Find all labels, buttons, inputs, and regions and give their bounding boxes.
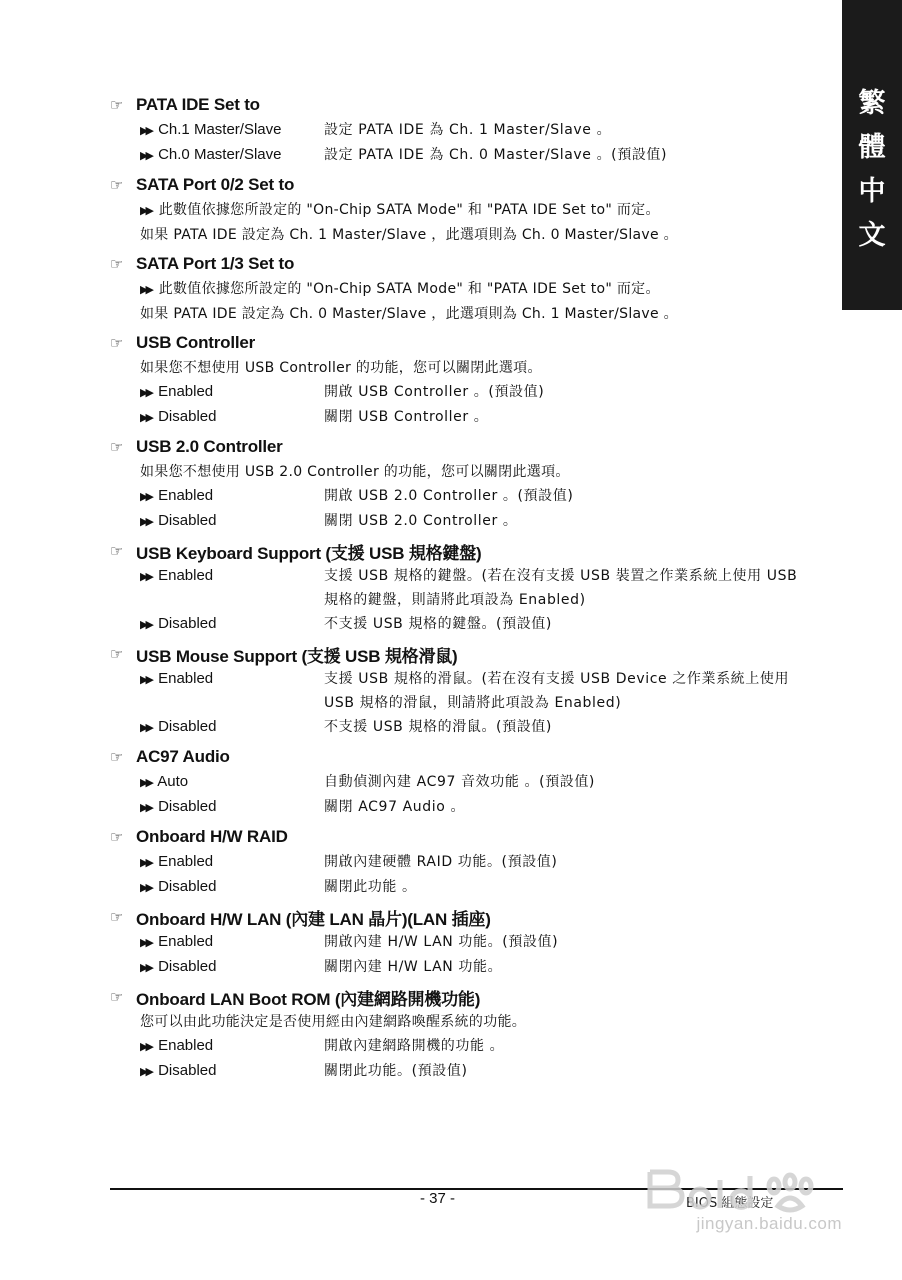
pointing-hand-icon: ☞ [110, 255, 124, 273]
option-label: Disabled [158, 615, 217, 632]
option-name [140, 715, 324, 740]
side-tab-char: 體 [858, 132, 886, 163]
description-text: 您可以由此功能決定是否使用經由內建網路喚醒系統的功能。 [140, 1014, 527, 1030]
double-arrow-icon: ▶▶ [140, 882, 151, 894]
pointing-hand-icon: ☞ [110, 908, 124, 926]
option-description: 設定 PATA IDE 為 Ch. 1 Master/Slave 。 [324, 122, 612, 138]
option-row [140, 509, 810, 534]
pointing-hand-icon: ☞ [110, 334, 124, 352]
pointing-hand-icon: ☞ [110, 748, 124, 766]
setting-section [110, 92, 810, 168]
double-arrow-icon: ▶▶ [140, 571, 151, 583]
option-row [140, 875, 810, 900]
setting-heading [110, 434, 810, 460]
option-label: Enabled [158, 487, 214, 504]
description-text: 此數值依據您所設定的 "On-Chip SATA Mode" 和 "PATA IDE Set to" 而定。 [158, 202, 660, 218]
option-label: Auto [157, 773, 189, 790]
setting-section [110, 538, 810, 637]
pointing-hand-icon: ☞ [110, 542, 124, 560]
option-description: 不支援 USB 規格的滑鼠。(預設值) [324, 719, 552, 735]
setting-description [140, 356, 810, 380]
setting-section [110, 984, 810, 1084]
option-label: Enabled [158, 1037, 214, 1054]
option-description: 關閉此功能。(預設值) [324, 1063, 468, 1079]
option-description: 支援 USB 規格的鍵盤。(若在沒有支援 USB 裝置之作業系統上使用 USB 規格的鍵盤，則請將此項設為 Enabled) [324, 568, 798, 608]
setting-section [110, 744, 810, 820]
setting-heading [110, 641, 810, 667]
option-label: Disabled [158, 1062, 217, 1079]
setting-section [110, 434, 810, 534]
setting-title: USB Mouse Support (支援 USB 規格滑鼠) [136, 646, 458, 666]
setting-title: Onboard H/W RAID [136, 827, 288, 846]
bios-settings-content [110, 92, 810, 1088]
option-description: 開啟 USB Controller 。(預設值) [324, 384, 545, 400]
option-row [140, 564, 810, 612]
page-number: - 37 - [420, 1190, 456, 1207]
option-row [140, 612, 810, 637]
option-description: 關閉 USB Controller 。 [324, 409, 489, 425]
setting-heading [110, 172, 810, 198]
double-arrow-icon: ▶▶ [140, 283, 151, 296]
setting-heading [110, 251, 810, 277]
double-arrow-icon: ▶▶ [140, 387, 151, 399]
setting-heading [110, 984, 810, 1010]
double-arrow-icon: ▶▶ [140, 125, 151, 137]
option-label: Disabled [158, 878, 217, 895]
option-name [140, 118, 324, 143]
option-label: Ch.0 Master/Slave [158, 146, 282, 163]
setting-section [110, 641, 810, 740]
pointing-hand-icon: ☞ [110, 96, 124, 114]
option-row [140, 380, 810, 405]
option-description: 關閉內建 H/W LAN 功能。 [324, 959, 503, 975]
option-row [140, 1059, 810, 1084]
double-arrow-icon: ▶▶ [140, 204, 151, 217]
setting-title: USB Controller [136, 333, 256, 352]
description-text: 此數值依據您所設定的 "On-Chip SATA Mode" 和 "PATA IDE Set to" 而定。 [158, 281, 660, 297]
double-arrow-icon: ▶▶ [140, 802, 151, 814]
option-row [140, 930, 810, 955]
setting-section [110, 330, 810, 430]
option-name [140, 955, 324, 980]
double-arrow-icon: ▶▶ [140, 150, 151, 162]
setting-title: USB Keyboard Support (支援 USB 規格鍵盤) [136, 543, 482, 563]
double-arrow-icon: ▶▶ [140, 412, 151, 424]
option-label: Enabled [158, 383, 214, 400]
option-description: 開啟內建 H/W LAN 功能。(預設值) [324, 934, 559, 950]
option-label: Disabled [158, 408, 217, 425]
option-description: 關閉 USB 2.0 Controller 。 [324, 513, 518, 529]
option-row [140, 715, 810, 740]
option-name [140, 930, 324, 955]
option-name [140, 770, 324, 795]
option-description: 自動偵測內建 AC97 音效功能 。(預設值) [324, 774, 595, 790]
description-text: 如果 PATA IDE 設定為 Ch. 0 Master/Slave ，此選項則為 Ch. 1 Master/Slave 。 [140, 306, 678, 322]
option-row [140, 667, 810, 715]
double-arrow-icon: ▶▶ [140, 1041, 151, 1053]
option-label: Disabled [158, 718, 217, 735]
setting-title: USB 2.0 Controller [136, 437, 283, 456]
setting-section [110, 904, 810, 980]
setting-description [140, 198, 810, 223]
option-row [140, 795, 810, 820]
side-tab-char: 文 [858, 220, 886, 251]
double-arrow-icon: ▶▶ [140, 962, 151, 974]
watermark-url: jingyan.baidu.com [696, 1214, 842, 1233]
option-row [140, 1034, 810, 1059]
option-description: 不支援 USB 規格的鍵盤。(預設值) [324, 616, 552, 632]
option-name [140, 875, 324, 900]
option-name [140, 1034, 324, 1059]
setting-section [110, 251, 810, 326]
pointing-hand-icon: ☞ [110, 988, 124, 1006]
option-label: Disabled [158, 958, 217, 975]
double-arrow-icon: ▶▶ [140, 619, 151, 631]
setting-description [140, 1010, 810, 1034]
option-description: 支援 USB 規格的滑鼠。(若在沒有支援 USB Device 之作業系統上使用 USB 規格的滑鼠，則請將此項設為 Enabled) [324, 671, 790, 711]
setting-heading [110, 744, 810, 770]
option-name [140, 143, 324, 168]
description-text: 如果您不想使用 USB 2.0 Controller 的功能，您可以關閉此選項。 [140, 464, 570, 480]
option-name [140, 380, 324, 405]
option-row [140, 118, 810, 143]
option-description: 開啟內建硬體 RAID 功能。(預設值) [324, 854, 558, 870]
setting-heading [110, 538, 810, 564]
option-name [140, 850, 324, 875]
option-label: Enabled [158, 933, 214, 950]
baidu-watermark-logo [640, 1150, 850, 1250]
setting-heading [110, 330, 810, 356]
setting-section [110, 824, 810, 900]
option-label: Enabled [158, 670, 214, 687]
double-arrow-icon: ▶▶ [140, 777, 151, 789]
option-name [140, 795, 324, 820]
setting-title: SATA Port 0/2 Set to [136, 175, 295, 194]
side-tab-char: 中 [858, 176, 886, 207]
double-arrow-icon: ▶▶ [140, 516, 151, 528]
option-description: 開啟 USB 2.0 Controller 。(預設值) [324, 488, 574, 504]
description-text: 如果 PATA IDE 設定為 Ch. 1 Master/Slave ，此選項則為 Ch. 0 Master/Slave 。 [140, 227, 678, 243]
pointing-hand-icon: ☞ [110, 828, 124, 846]
setting-section [110, 172, 810, 247]
option-description: 設定 PATA IDE 為 Ch. 0 Master/Slave 。(預設值) [324, 147, 668, 163]
option-row [140, 484, 810, 509]
footer-chapter-title: BIOS 組態設定 [686, 1196, 774, 1211]
double-arrow-icon: ▶▶ [140, 857, 151, 869]
setting-title: Onboard H/W LAN (內建 LAN 晶片)(LAN 插座) [136, 909, 491, 929]
setting-title: Onboard LAN Boot ROM (內建網路開機功能) [136, 989, 481, 1009]
option-row [140, 955, 810, 980]
double-arrow-icon: ▶▶ [140, 491, 151, 503]
setting-title: PATA IDE Set to [136, 95, 260, 114]
option-label: Ch.1 Master/Slave [158, 121, 282, 138]
double-arrow-icon: ▶▶ [140, 937, 151, 949]
pointing-hand-icon: ☞ [110, 176, 124, 194]
option-label: Enabled [158, 853, 214, 870]
option-row [140, 850, 810, 875]
option-description: 開啟內建網路開機的功能 。 [324, 1038, 505, 1054]
double-arrow-icon: ▶▶ [140, 674, 151, 686]
option-label: Disabled [158, 512, 217, 529]
side-tab-char: 繁 [858, 88, 886, 119]
setting-title: AC97 Audio [136, 747, 230, 766]
pointing-hand-icon: ☞ [110, 645, 124, 663]
setting-heading [110, 92, 810, 118]
option-name [140, 509, 324, 534]
setting-heading [110, 904, 810, 930]
option-name [140, 1059, 324, 1084]
setting-description [140, 302, 810, 326]
option-description: 關閉此功能 。 [324, 879, 417, 895]
option-row [140, 143, 810, 168]
double-arrow-icon: ▶▶ [140, 1066, 151, 1078]
pointing-hand-icon: ☞ [110, 438, 124, 456]
option-name [140, 484, 324, 509]
option-name [140, 564, 324, 612]
setting-title: SATA Port 1/3 Set to [136, 254, 295, 273]
option-row [140, 405, 810, 430]
setting-description [140, 277, 810, 302]
option-row [140, 770, 810, 795]
setting-heading [110, 824, 810, 850]
option-label: Disabled [158, 798, 217, 815]
setting-description [140, 460, 810, 484]
language-tab [842, 0, 902, 310]
option-description: 關閉 AC97 Audio 。 [324, 799, 466, 815]
description-text: 如果您不想使用 USB Controller 的功能，您可以關閉此選項。 [140, 360, 542, 376]
double-arrow-icon: ▶▶ [140, 722, 151, 734]
option-name [140, 612, 324, 637]
option-label: Enabled [158, 567, 214, 584]
option-name [140, 667, 324, 715]
option-name [140, 405, 324, 430]
setting-description [140, 223, 810, 247]
